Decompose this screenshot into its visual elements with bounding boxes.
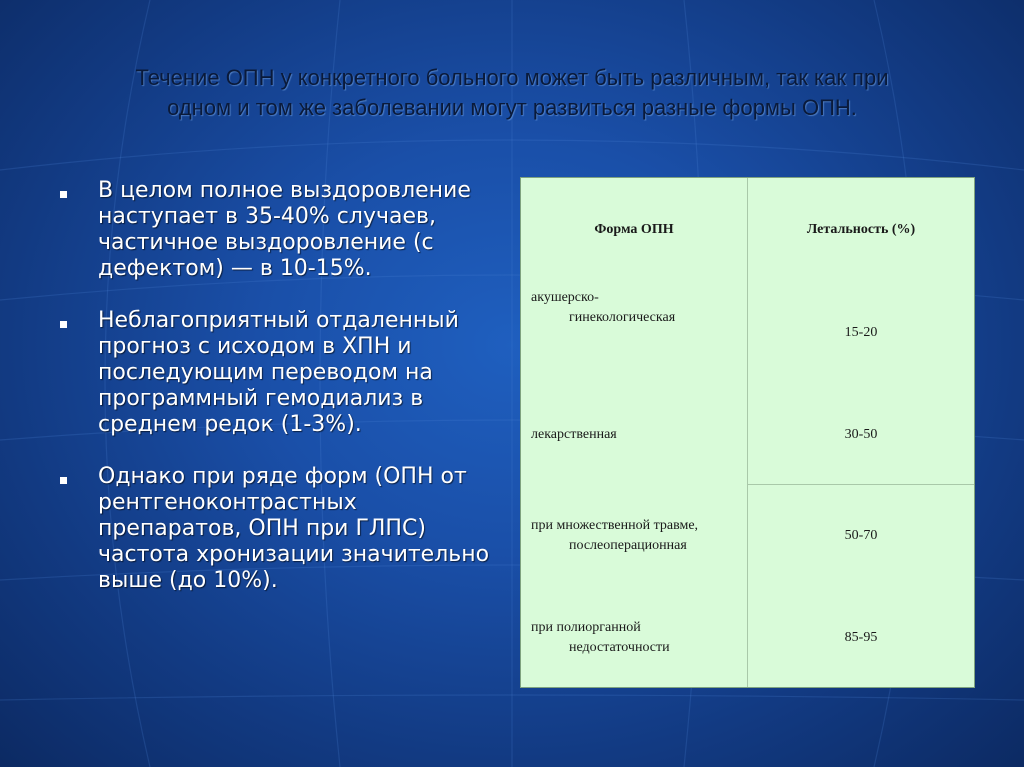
header-form: Форма ОПН <box>594 222 674 237</box>
slide-title-line-1: Течение ОПН у конкретного больного может быть различным, так как при <box>135 65 889 90</box>
slide-title-line-2: одном и том же заболевании могут развиться разные формы ОПН. <box>167 95 857 120</box>
bullet-text: Однако при ряде форм (ОПН от рентгеноконтрастных препаратов, ОПН при ГЛПС) частота хронизации значительно выше (до 10%). <box>98 464 490 593</box>
square-bullet-icon <box>60 321 67 328</box>
header-lethality: Летальность (%) <box>806 222 916 237</box>
row-form-line-1: при множественной травме, <box>531 518 699 533</box>
row-lethality: 85-95 <box>844 630 878 645</box>
row-form-line-1: лекарственная <box>531 427 617 442</box>
bullet-text: В целом полное выздоровление наступает в 35-40% случаев, частичное выздоровление (с дефектом) — в 10-15%. <box>98 178 471 281</box>
row-form <box>531 288 741 328</box>
bullet-list <box>58 178 503 620</box>
row-lethality: 15-20 <box>844 325 878 340</box>
bullet-item-prognosis <box>58 308 503 438</box>
lethality-table <box>520 177 975 688</box>
bullet-item-recovery <box>58 178 503 282</box>
row-divider <box>747 484 974 485</box>
row-form-line-1: при полиорганной <box>531 620 641 635</box>
row-form <box>531 425 741 445</box>
row-form-line-2: гинекологическая <box>569 310 676 325</box>
row-form <box>531 618 741 658</box>
square-bullet-icon <box>60 191 67 198</box>
row-lethality: 50-70 <box>844 528 878 543</box>
row-form-line-2: послеоперационная <box>569 538 687 553</box>
row-lethality: 30-50 <box>844 427 878 442</box>
square-bullet-icon <box>60 477 67 484</box>
row-form-line-2: недостаточности <box>569 640 670 655</box>
bullet-text: Неблагоприятный отдаленный прогноз с исходом в ХПН и последующим переводом на программный гемодиализ в среднем редок (1-3%). <box>98 308 459 437</box>
bullet-item-chronization <box>58 464 503 594</box>
row-form <box>531 516 747 556</box>
row-form-line-1: акушерско- <box>531 290 599 305</box>
slide-title <box>40 63 984 123</box>
